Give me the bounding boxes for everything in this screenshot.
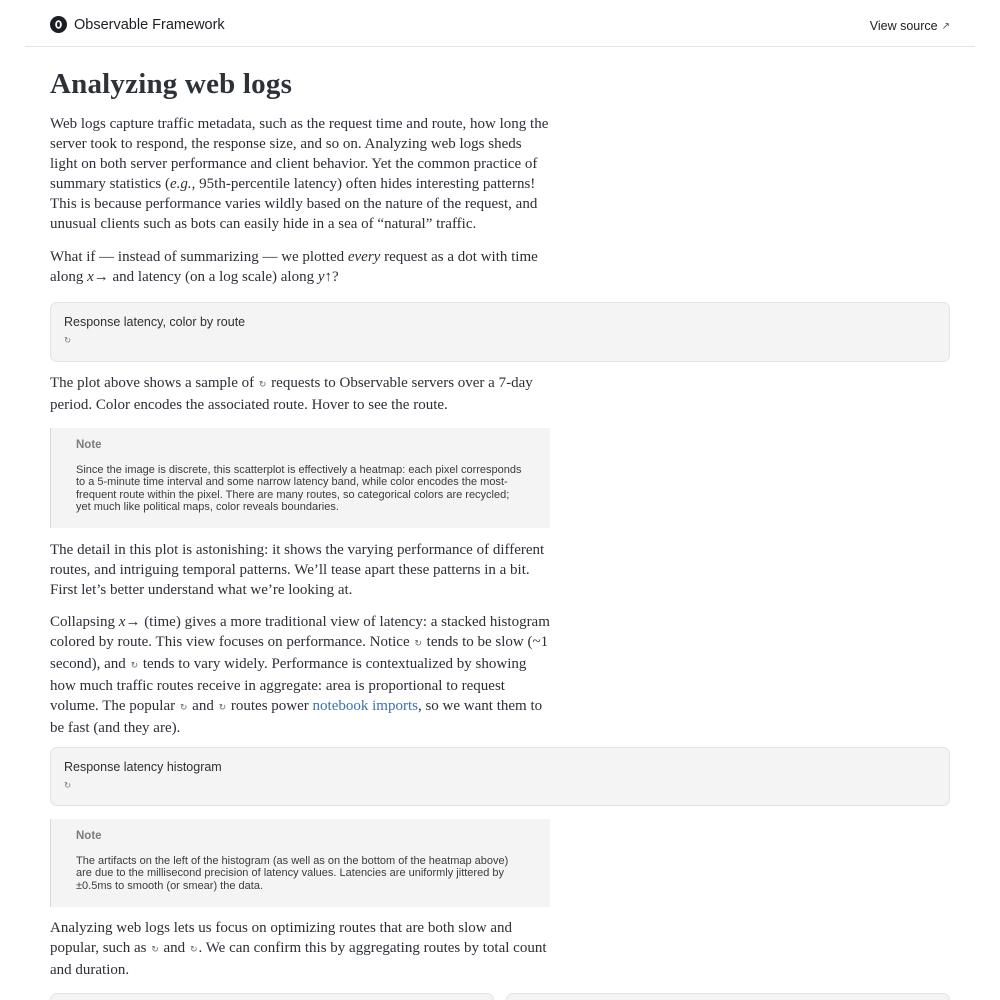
intro-paragraph: Web logs capture traffic metadata, such as the request time and route, how long the server took to respond, the response size, and so on. Analyzing web logs sheds light on both server performance and client behavior. Yet the common practice of summary statistics (e.g., 95th-percentile latency) often hides interesting patterns! This is because performance varies wildly based on the nature of the request, and unusual clients such as bots can easily hide in a sea of “natural” traffic. xyxy=(50,116,549,232)
detail-paragraph: The detail in this plot is astonishing: it shows the varying performance of different routes, and intriguing temporal patterns. We’ll tease apart these patterns in a bit. First let’s better understand what we’re looking at. xyxy=(50,542,545,598)
brand-link[interactable] xyxy=(50,16,225,33)
loading-spinner-icon: ↻ xyxy=(64,336,72,346)
arrow-up-right-icon: ↗ xyxy=(941,20,950,32)
latency-histogram-title: Response latency histogram xyxy=(64,760,222,774)
site-header xyxy=(25,0,975,47)
whatif-paragraph: What if — instead of summarizing — we plotted every request as a dot with time along x→ and latency (on a log scale) along y↑? xyxy=(50,249,538,285)
loading-spinner-icon: ↻ xyxy=(258,380,267,390)
loading-spinner-icon: ↻ xyxy=(130,660,139,671)
page-title: Analyzing web logs xyxy=(50,68,293,100)
heatmap-note xyxy=(50,428,550,528)
loading-spinner-icon: ↻ xyxy=(64,781,72,791)
latency-histogram-card xyxy=(50,747,950,806)
route-count-card xyxy=(50,993,494,1000)
note-text: Since the image is discrete, this scatterplot is effectively a heatmap: each pixel corresponds to a 5-minute time interval and some narrow latency band, while color encodes the most-frequent route within the pixel. There are many routes, so categorical colors are recycled; yet much like political maps, color reveals boundaries. xyxy=(76,464,522,514)
focus-paragraph: Analyzing web logs lets us focus on optimizing routes that are both slow and popular, such as ↻ and ↻. We can confirm this by aggregating routes by total count and duration. xyxy=(50,920,547,978)
artifacts-note xyxy=(50,819,550,907)
loading-spinner-icon: ↻ xyxy=(151,944,159,955)
view-source-link[interactable] xyxy=(870,19,950,33)
plot-description-paragraph: The plot above shows a sample of ↻ requests to Observable servers over a 7-day period. Color encodes the associated route. Hover to see the route. xyxy=(50,375,533,413)
view-source-label: View source xyxy=(869,19,938,33)
route-duration-card xyxy=(506,993,950,1000)
brand-name: Observable Framework xyxy=(74,16,225,33)
loading-spinner-icon: ↻ xyxy=(414,638,422,649)
latency-scatter-card xyxy=(50,302,950,362)
note-label: Note xyxy=(76,830,102,842)
notebook-imports-link[interactable]: notebook imports xyxy=(312,697,418,714)
loading-spinner-icon: ↻ xyxy=(218,702,227,713)
loading-spinner-icon: ↻ xyxy=(189,944,198,955)
latency-scatter-title: Response latency, color by route xyxy=(64,315,246,329)
loading-spinner-icon: ↻ xyxy=(179,702,188,713)
observable-logo-icon xyxy=(50,16,67,33)
collapsing-paragraph: Collapsing x→ (time) gives a more traditional view of latency: a stacked histogram colored by route. This view focuses on performance. Notice ↻ tends to be slow (~1 second), and ↻ tends to vary widely. Performance is contextualized by showing how much traffic routes receive in aggregate: area is proportional to request volume. The popular ↻ and ↻ routes power notebook imports, so we want them to be fast (and they are). xyxy=(50,614,550,736)
note-text: The artifacts on the left of the histogram (as well as on the bottom of the heatmap above) are due to the millisecond precision of latency values. Latencies are uniformly jittered by ±0.5ms to smooth (or smear) the data. xyxy=(76,855,509,892)
note-label: Note xyxy=(76,439,102,451)
